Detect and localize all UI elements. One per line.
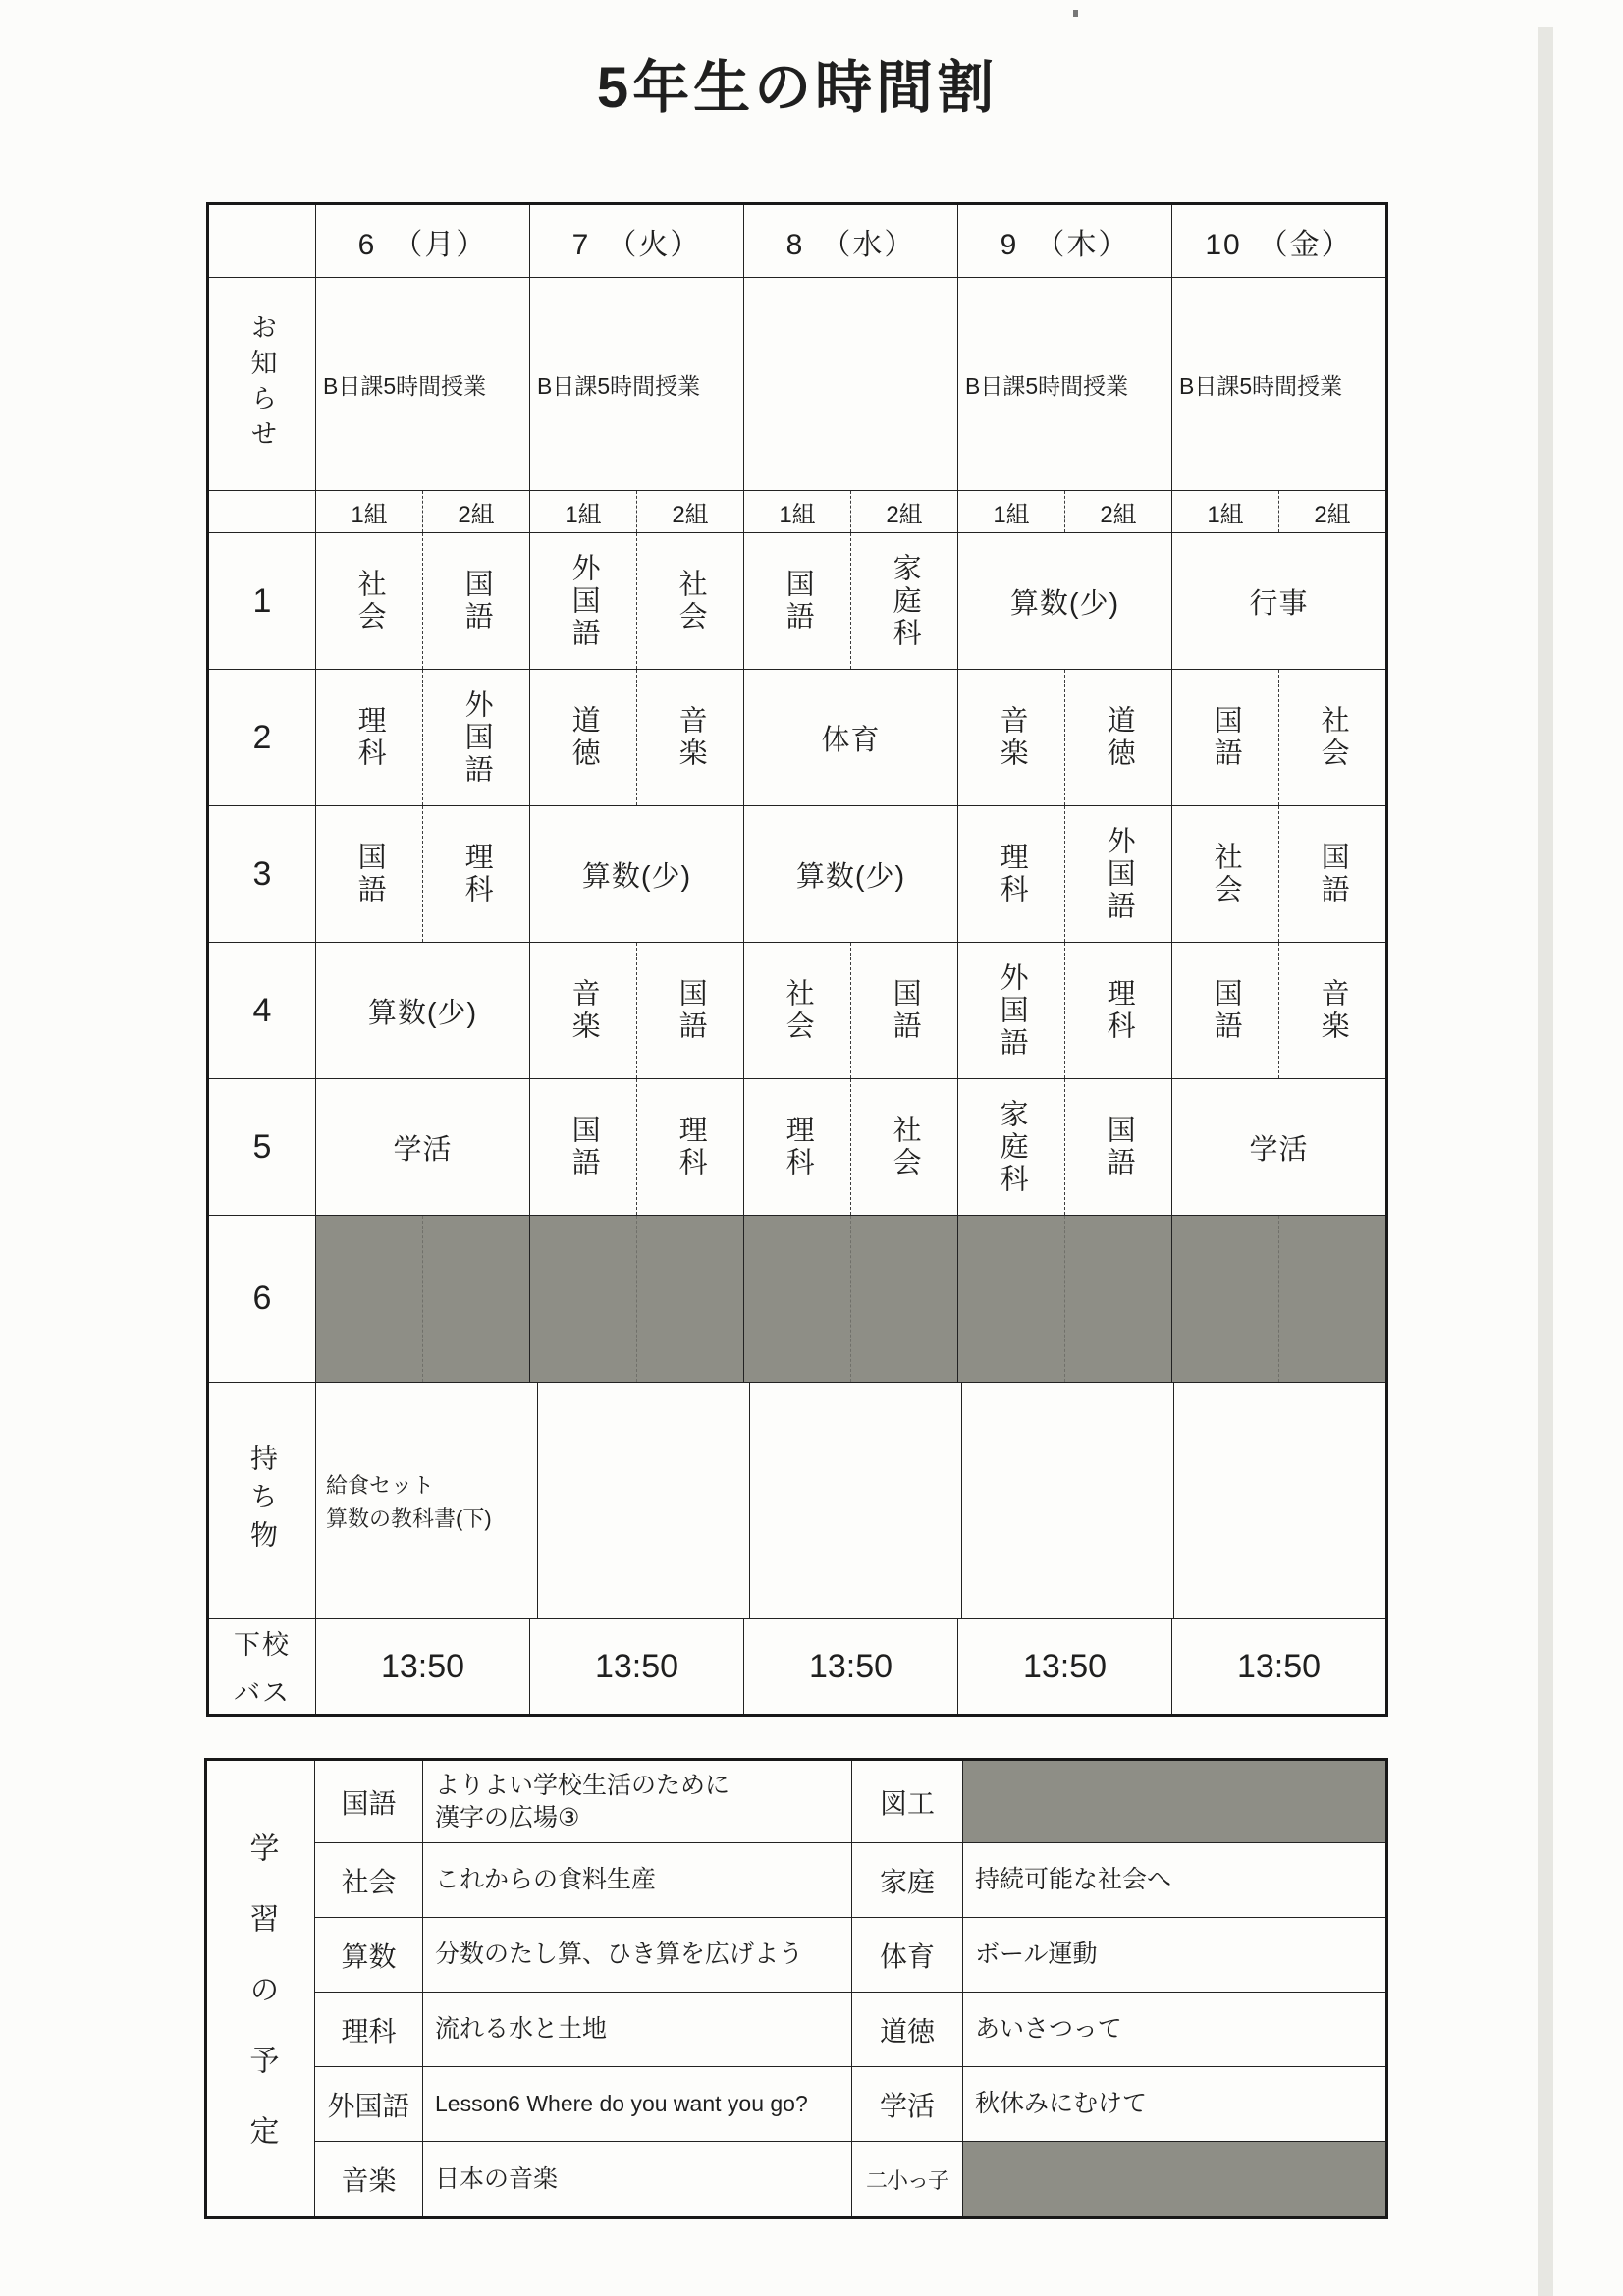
dismissal-label-cell xyxy=(209,1619,316,1714)
period-row-1 xyxy=(209,533,1385,670)
p1-fri: 行事 xyxy=(1172,533,1385,670)
plan-row-sansu xyxy=(315,1918,1385,1993)
p6-fri-g2 xyxy=(1278,1216,1385,1382)
plan-content-dotoku: あいさつって xyxy=(975,2015,1122,2043)
plan-subject-gaikokugo: 外国語 xyxy=(315,2067,423,2141)
p1-wed xyxy=(744,533,958,670)
p2-tue xyxy=(530,670,744,806)
p6-wed-g2 xyxy=(850,1216,957,1382)
belongings-wed xyxy=(750,1383,962,1619)
p1-tue xyxy=(530,533,744,670)
p6-tue-shaded xyxy=(530,1216,744,1383)
plan-content-kokugo-line2: 漢字の広場③ xyxy=(435,1803,580,1831)
p3-mon xyxy=(316,806,530,943)
plan-content-taiiku: ボール運動 xyxy=(975,1941,1098,1968)
p4-thu-g1: 外国語 xyxy=(996,961,1028,1060)
study-plan-table xyxy=(204,1758,1388,2219)
plan-content-kokugo xyxy=(423,1761,852,1842)
belongings-item-2: 算数の教科書(下) xyxy=(326,1506,492,1532)
plan-content-katei: 持続可能な社会へ xyxy=(975,1866,1172,1893)
group1-label: 1組 xyxy=(565,501,602,528)
p6-thu-g2 xyxy=(1064,1216,1171,1382)
p2-thu xyxy=(958,670,1172,806)
p2-mon-g1: 理科 xyxy=(353,705,386,770)
plan-subject-katei: 家庭 xyxy=(852,1843,963,1917)
plan-content-kokugo-line1: よりよい学校生活のために xyxy=(435,1771,730,1799)
p5-wed xyxy=(744,1079,958,1216)
day-header-row xyxy=(209,205,1385,278)
p3-thu xyxy=(958,806,1172,943)
notice-row-label: お知らせ xyxy=(246,313,277,455)
p4-wed-g2: 国語 xyxy=(850,943,957,1078)
day-header-thu: 9 （木） xyxy=(958,205,1172,278)
p2-tue-g2: 音楽 xyxy=(636,670,743,805)
period-number-3: 3 xyxy=(209,806,316,943)
group-header-thu xyxy=(958,491,1172,533)
p5-fri: 学活 xyxy=(1172,1079,1385,1216)
plan-row-shakai xyxy=(315,1843,1385,1918)
p5-tue-g2: 理科 xyxy=(636,1079,743,1215)
day-header-fri: 10 （金） xyxy=(1172,205,1385,278)
period-number-6: 6 xyxy=(209,1216,316,1383)
period-number-5: 5 xyxy=(209,1079,316,1216)
p6-tue-g2 xyxy=(636,1216,743,1382)
period-row-4 xyxy=(209,943,1385,1079)
plan-subject-taiiku: 体育 xyxy=(852,1918,963,1992)
plan-subject-gakkatsu: 学活 xyxy=(852,2067,963,2141)
group-header-tue xyxy=(530,491,744,533)
p3-wed: 算数(少) xyxy=(744,806,958,943)
p3-fri xyxy=(1172,806,1385,943)
plan-content-zuko-shaded xyxy=(963,1761,1385,1842)
plan-subject-shakai: 社会 xyxy=(315,1843,423,1917)
p3-thu-g1: 理科 xyxy=(996,842,1028,906)
p4-tue-g2: 国語 xyxy=(636,943,743,1078)
plan-content-shakai: これからの食料生産 xyxy=(423,1843,852,1917)
p6-mon-g2 xyxy=(422,1216,529,1382)
p4-fri-g1: 国語 xyxy=(1210,978,1242,1043)
dismissal-row xyxy=(209,1619,1385,1714)
p3-tue: 算数(少) xyxy=(530,806,744,943)
dismissal-time-wed: 13:50 xyxy=(744,1619,958,1714)
group1-label: 1組 xyxy=(779,501,816,528)
p2-wed: 体育 xyxy=(744,670,958,806)
plan-row-gaikokugo xyxy=(315,2067,1385,2142)
group2-label: 2組 xyxy=(636,491,743,532)
p6-tue-g1 xyxy=(530,1216,636,1382)
p4-mon: 算数(少) xyxy=(316,943,530,1079)
p5-mon: 学活 xyxy=(316,1079,530,1216)
group2-label: 2組 xyxy=(1278,491,1385,532)
page-title: 5年生の時間割 xyxy=(596,56,999,120)
day-header-tue: 7 （火） xyxy=(530,205,744,278)
group1-label: 1組 xyxy=(1207,501,1244,528)
p3-mon-g1: 国語 xyxy=(353,842,386,906)
plan-row-rika xyxy=(315,1993,1385,2067)
study-plan-rows xyxy=(315,1761,1385,2216)
p6-thu-shaded xyxy=(958,1216,1172,1383)
dismissal-label: 下校 xyxy=(209,1619,315,1667)
p3-mon-g2: 理科 xyxy=(422,806,529,942)
p1-wed-g2: 家庭科 xyxy=(850,533,957,669)
p2-mon-g2: 外国語 xyxy=(422,670,529,805)
dismissal-time-fri: 13:50 xyxy=(1236,1647,1322,1685)
notice-tue: B日課5時間授業 xyxy=(530,278,744,491)
p2-mon xyxy=(316,670,530,806)
p4-tue-g1: 音楽 xyxy=(568,978,600,1043)
study-plan-label-cell xyxy=(207,1761,315,2216)
period-row-5 xyxy=(209,1079,1385,1216)
plan-content-nishoko-shaded xyxy=(963,2142,1385,2216)
p5-tue xyxy=(530,1079,744,1216)
scan-edge-shadow xyxy=(1538,27,1553,2296)
p1-tue-g2: 社会 xyxy=(636,533,743,669)
p6-thu-g1 xyxy=(958,1216,1064,1382)
day-header-wed: 8 （水） xyxy=(744,205,958,278)
dismissal-time-tue: 13:50 xyxy=(530,1619,744,1714)
notice-row-label-cell xyxy=(209,278,316,491)
day-header-mon: 6 （月） xyxy=(316,205,530,278)
plan-content-sansu: 分数のたし算、ひき算を広げよう xyxy=(423,1918,852,1992)
belongings-tue xyxy=(538,1383,750,1619)
p3-fri-g2: 国語 xyxy=(1278,806,1385,942)
p4-tue xyxy=(530,943,744,1079)
p4-thu xyxy=(958,943,1172,1079)
group2-label: 2組 xyxy=(1064,491,1171,532)
period-row-2 xyxy=(209,670,1385,806)
plan-content-rika: 流れる水と土地 xyxy=(423,1993,852,2066)
plan-subject-nishoko: 二小っ子 xyxy=(852,2142,963,2216)
scan-speck xyxy=(1073,10,1078,17)
group2-label: 2組 xyxy=(850,491,957,532)
p1-wed-g1: 国語 xyxy=(782,569,814,633)
notice-fri: B日課5時間授業 xyxy=(1172,278,1385,491)
period-number-4: 4 xyxy=(209,943,316,1079)
p5-thu-g1: 家庭科 xyxy=(996,1098,1028,1196)
p4-fri-g2: 音楽 xyxy=(1278,943,1385,1078)
group1-label: 1組 xyxy=(351,501,388,528)
dismissal-time-mon: 13:50 xyxy=(316,1619,530,1714)
p6-mon-g1 xyxy=(316,1216,422,1382)
p3-fri-g1: 社会 xyxy=(1210,842,1242,906)
belongings-fri xyxy=(1174,1383,1385,1619)
plan-row-kokugo xyxy=(315,1761,1385,1843)
p6-wed-shaded xyxy=(744,1216,958,1383)
notice-row xyxy=(209,278,1385,491)
p2-fri-g2: 社会 xyxy=(1278,670,1385,805)
period-number-1: 1 xyxy=(209,533,316,670)
group2-label: 2組 xyxy=(422,491,529,532)
notice-wed xyxy=(744,278,958,491)
p1-tue-g1: 外国語 xyxy=(568,552,600,650)
p5-wed-g1: 理科 xyxy=(782,1115,814,1179)
p5-tue-g1: 国語 xyxy=(568,1115,600,1179)
plan-subject-kokugo: 国語 xyxy=(315,1761,423,1842)
plan-row-ongaku xyxy=(315,2142,1385,2216)
p5-thu xyxy=(958,1079,1172,1216)
study-plan-label: 学習の予定 xyxy=(244,1832,278,2186)
group-header-mon xyxy=(316,491,530,533)
p2-fri xyxy=(1172,670,1385,806)
notice-mon: B日課5時間授業 xyxy=(316,278,530,491)
plan-subject-rika: 理科 xyxy=(315,1993,423,2066)
belongings-item-1: 給食セット xyxy=(326,1473,435,1498)
period-row-6 xyxy=(209,1216,1385,1383)
p2-fri-g1: 国語 xyxy=(1210,705,1242,770)
belongings-label: 持ち物 xyxy=(247,1443,278,1558)
group-header-wed xyxy=(744,491,958,533)
group-header-row xyxy=(209,491,1385,533)
belongings-row xyxy=(209,1383,1385,1619)
p1-mon-g2: 国語 xyxy=(422,533,529,669)
plan-subject-zuko: 図工 xyxy=(852,1761,963,1842)
notice-thu: B日課5時間授業 xyxy=(958,278,1172,491)
p5-wed-g2: 社会 xyxy=(850,1079,957,1215)
corner-cell xyxy=(209,205,316,278)
p3-thu-g2: 外国語 xyxy=(1064,806,1171,942)
p6-fri-g1 xyxy=(1172,1216,1278,1382)
timetable-grid xyxy=(206,202,1388,1717)
plan-content-ongaku: 日本の音楽 xyxy=(423,2142,852,2216)
p4-wed-g1: 社会 xyxy=(782,978,814,1043)
p2-thu-g1: 音楽 xyxy=(996,705,1028,770)
belongings-mon xyxy=(316,1383,538,1619)
p6-wed-g1 xyxy=(744,1216,850,1382)
plan-subject-sansu: 算数 xyxy=(315,1918,423,1992)
plan-content-gaikokugo: Lesson6 Where do you want you go? xyxy=(423,2067,852,2141)
p5-thu-g2: 国語 xyxy=(1064,1079,1171,1215)
group-header-fri xyxy=(1172,491,1385,533)
p1-thu: 算数(少) xyxy=(958,533,1172,670)
p4-thu-g2: 理科 xyxy=(1064,943,1171,1078)
p1-mon xyxy=(316,533,530,670)
belongings-label-cell xyxy=(209,1383,316,1619)
group-header-label-cell xyxy=(209,491,316,533)
plan-subject-dotoku: 道徳 xyxy=(852,1993,963,2066)
p4-fri xyxy=(1172,943,1385,1079)
dismissal-time-thu: 13:50 xyxy=(958,1619,1172,1714)
p6-mon-shaded xyxy=(316,1216,530,1383)
p6-fri-shaded xyxy=(1172,1216,1385,1383)
group1-label: 1組 xyxy=(993,501,1030,528)
bus-label: バス xyxy=(234,1677,291,1708)
p4-wed xyxy=(744,943,958,1079)
p2-tue-g1: 道徳 xyxy=(568,705,600,770)
p1-mon-g1: 社会 xyxy=(353,569,386,633)
belongings-thu xyxy=(962,1383,1174,1619)
plan-subject-ongaku: 音楽 xyxy=(315,2142,423,2216)
plan-content-gakkatsu: 秋休みにむけて xyxy=(975,2090,1148,2117)
period-row-3 xyxy=(209,806,1385,943)
period-number-2: 2 xyxy=(209,670,316,806)
p2-thu-g2: 道徳 xyxy=(1064,670,1171,805)
